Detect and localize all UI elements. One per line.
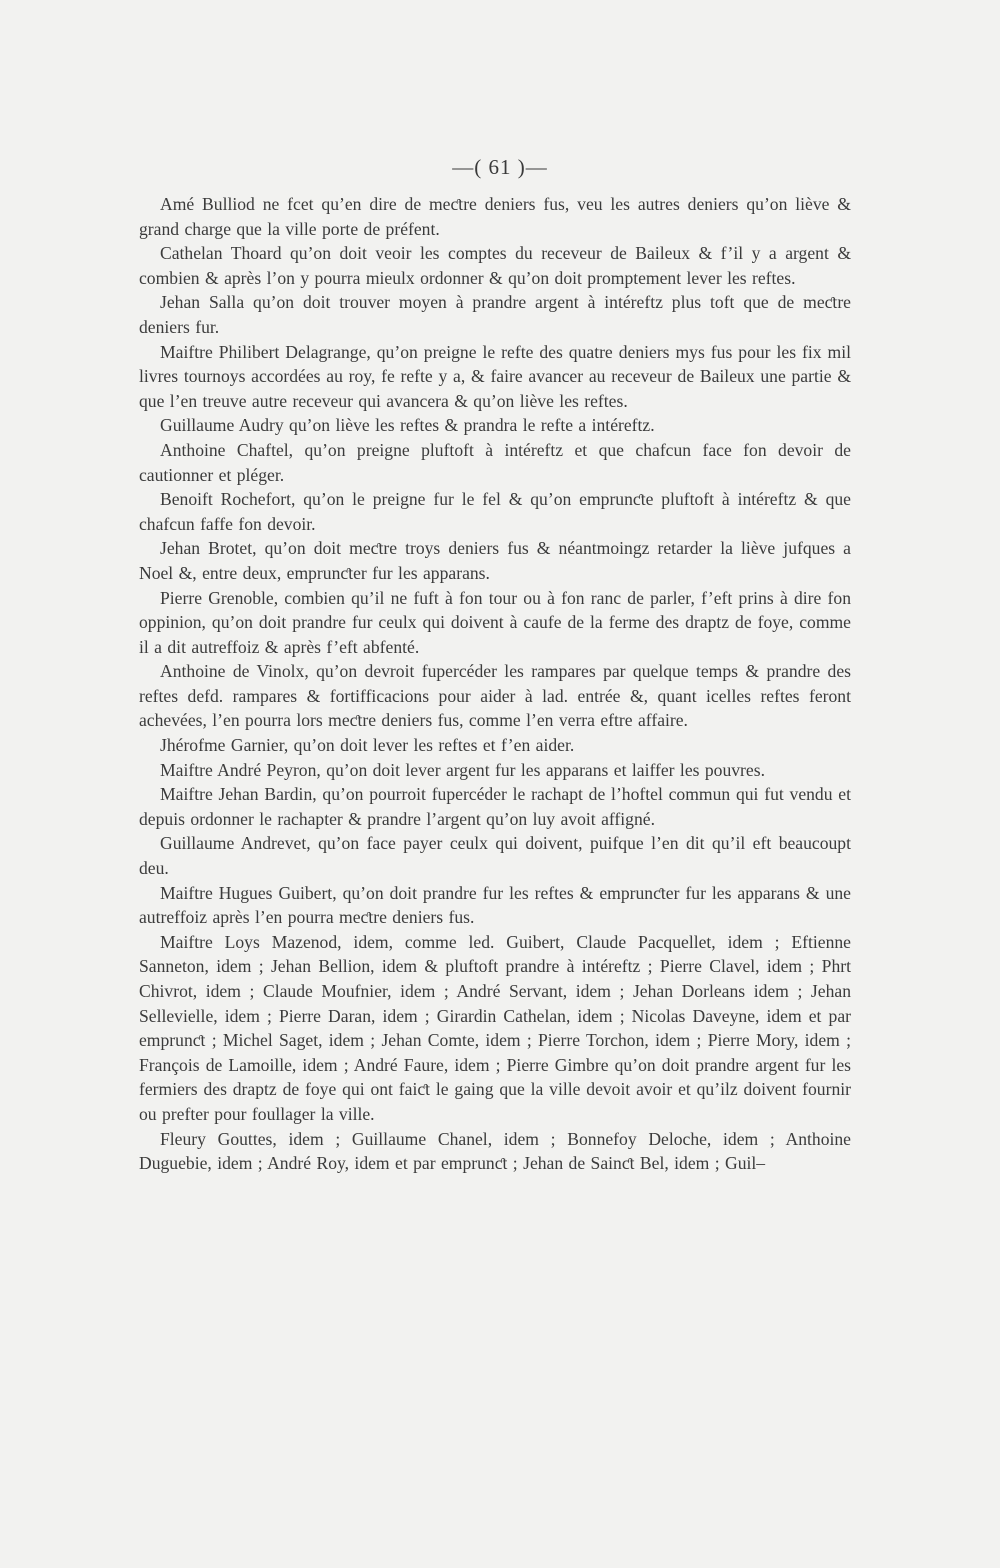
paragraph: Maiftre Jehan Bardin, qu’on pourroit fupercéder le rachapt de l’hoftel commun qui fut vendu et depuis ordonner le rachapter & prandre l’argent qu’on luy avoit affigné. [139, 784, 851, 829]
paragraph: Anthoine Chaftel, qu’on preigne pluftoft à intéreftz et que chafcun face fon devoir de cautionner et pléger. [139, 439, 851, 485]
paragraph: Pierre Grenoble, combien qu’il ne fuft à fon tour ou à fon ranc de parler, f’eft prins à dire fon oppinion, qu’on doit prandre fur ceulx qui doivent à caufe de la ferme des draptz de foye, comme il a dit autreffoiz & après f’eft abfenté. [139, 587, 851, 657]
page-number: —( 61 )— [452, 155, 548, 179]
paragraph: Guillaume Andrevet, qu’on face payer ceulx qui doivent, puifque l’en dit qu’il eft beaucoupt deu. [139, 833, 851, 879]
paragraph: Jehan Brotet, qu’on doit meƈtre troys deniers fus & néantmoingz retarder la liève jufques a Noel &, entre deux, emprunƈter fur les apparans. [139, 538, 851, 583]
paragraph: Amé Bulliod ne fcet qu’en dire de meƈtre deniers fus, veu les autres deniers qu’on liève & grand charge que la ville porte de préfent. [139, 194, 851, 239]
paragraph: Maiftre André Peyron, qu’on doit lever argent fur les apparans et laiffer les pouvres. [160, 759, 765, 780]
paragraph: Cathelan Thoard qu’on doit veoir les comptes du receveur de Baileux & f’il y a argent & combien & après l’on y pourra mieulx ordonner & qu’on doit promptement lever les reftes. [139, 243, 851, 288]
paragraph: Guillaume Audry qu’on liève les reftes & prandra le refte a intéreftz. [160, 415, 655, 436]
paragraph: Jehan Salla qu’on doit trouver moyen à prandre argent à intéreftz plus toft que de meƈtre deniers fur. [139, 292, 851, 337]
paragraph: Anthoine de Vinolx, qu’on devroit fupercéder les rampares par quelque temps & prandre des reftes defd. rampares & fortifficacions pour aider à lad. entrée &, quant icelles reftes feront achevées, l’en pourra lors meƈtre deniers fus, comme l’en verra eftre affaire. [139, 661, 851, 731]
paragraph: Maiftre Loys Mazenod, idem, comme led. Guibert, Claude Pacquellet, idem ; Eftienne Sanneton, idem ; Jehan Bellion, idem & pluftoft prandre à intéreftz ; Pierre Clavel, idem ; Phrt Chivrot, idem ; Claude Moufnier, idem ; André Servant, idem ; Jehan Dorleans idem ; Jehan Sellevielle, idem ; Pierre Daran, idem ; Girardin Cathelan, idem ; Nicolas Daveyne, idem et par emprunƈt ; Michel Saget, idem ; Jehan Comte, idem ; Pierre Torchon, idem ; Pierre Mory, idem ; François de Lamoille, idem ; André Faure, idem ; Pierre Gimbre qu’on doit prandre argent fur les fermiers des draptz de foye qui ont faiƈt le gaing que la ville devoit avoir et qu’ilz doivent fournir ou prefter pour foullager la ville. [139, 931, 851, 1124]
body-text [139, 192, 851, 1176]
paragraph: Benoift Rochefort, qu’on le preigne fur le fel & qu’on emprunƈte pluftoft à intéreftz & que chafcun faffe fon devoir. [139, 489, 851, 534]
paragraph: Maiftre Hugues Guibert, qu’on doit prandre fur les reftes & emprunƈter fur les apparans & une autreffoiz après l’en pourra meƈtre deniers fus. [139, 882, 851, 928]
paragraph: Jhérofme Garnier, qu’on doit lever les reftes et f’en aider. [160, 735, 575, 756]
paragraph: Fleury Gouttes, idem ; Guillaume Chanel, idem ; Bonnefoy Deloche, idem ; Anthoine Duguebie, idem ; André Roy, idem et par emprunƈt ; Jehan de Sainƈt Bel, idem ; Guil– [139, 1128, 851, 1174]
paragraph: Maiftre Philibert Delagrange, qu’on preigne le refte des quatre deniers mys fus pour les fix mil livres tournoys accordées au roy, fe refte y a, & faire avancer au receveur de Baileux une partie & que l’en treuve autre receveur qui avancera & qu’on liève les reftes. [139, 341, 851, 411]
